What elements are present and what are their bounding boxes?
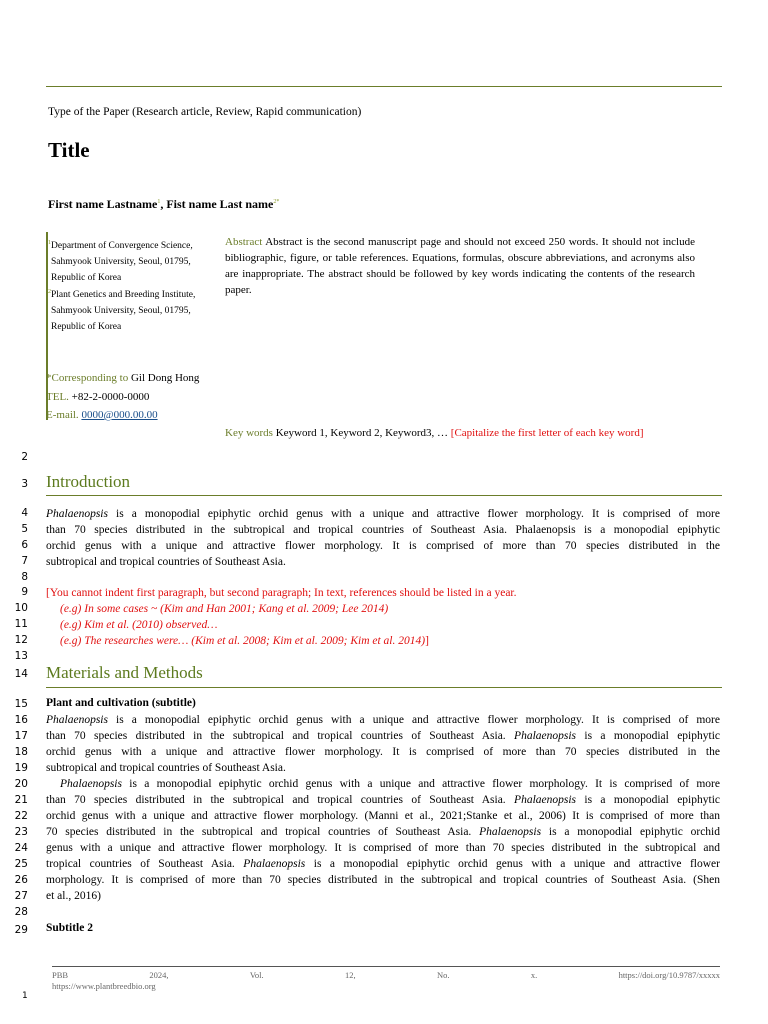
methods-line-21 — [46, 792, 720, 808]
line-number: 27 — [14, 890, 28, 902]
line-number: 22 — [14, 810, 28, 822]
genus-name: Phalaenopsis — [514, 730, 577, 742]
line-number: 25 — [14, 858, 28, 870]
line-number: 8 — [21, 571, 28, 583]
author-1: First name Lastname — [48, 197, 158, 211]
methods-text: tropical countries of Southeast Asia. — [46, 858, 244, 870]
footer-no: x. — [530, 970, 538, 980]
footer-vol-label: Vol. — [249, 970, 264, 980]
header-rule — [46, 86, 722, 87]
genus-name: Phalaenopsis — [46, 714, 108, 726]
abstract-text: Abstract is the second manuscript page and should not exceed 250 words. It should not include bibliographic, figure, or table references. Equations, formulas, obscure abbreviations, and acronyms also are inappropriate. The abstract should be followed by key words indicating the contents of the research paper. — [225, 236, 695, 296]
methods-text: is a monopodial epiphytic orchid genus with a unique and attractive flower morphology. It is comprised of more — [107, 714, 720, 726]
methods-line-19: subtropical and tropical countries of Southeast Asia. — [46, 762, 286, 774]
line-number: 6 — [21, 539, 28, 551]
genus-name: Phalaenopsis — [243, 858, 306, 870]
footer-vol: 12, — [345, 970, 356, 980]
instruction-example — [60, 633, 429, 649]
affil-2-line-2: Sahmyook University, Seoul, 01795, — [51, 306, 191, 317]
intro-line-6: orchid genus with a unique and attractive flower morphology. It is comprised of more than 70 species distributed in the — [46, 540, 720, 552]
corresponding-author — [46, 369, 199, 387]
affil-1-line-1: Department of Convergence Science, — [51, 241, 193, 252]
footer-year: 2024, — [149, 970, 169, 980]
footer-doi[interactable]: https://doi.org/10.9787/xxxxx — [618, 970, 720, 980]
section-heading-methods: Materials and Methods — [46, 663, 203, 682]
line-number: 21 — [14, 794, 28, 806]
genus-name: Phalaenopsis — [479, 826, 542, 838]
methods-line-24: genus with a unique and attractive flower morphology. It is comprised of more than 70 species distributed in the subtropical and — [46, 842, 720, 854]
line-number: 11 — [14, 618, 28, 630]
intro-line-5: than 70 species distributed in the subtropical and tropical countries of Southeast Asia. Phalaenopsis is a monopodial epiphytic — [46, 524, 720, 536]
line-number: 26 — [14, 874, 28, 886]
methods-line-22: orchid genus with a unique and attractive flower morphology. (Manni et al., 2021;Stanke et al., 2006) It is comprised of more than — [46, 810, 720, 822]
methods-line-18: orchid genus with a unique and attractive flower morphology. It is comprised of more than 70 species distributed in the — [46, 746, 720, 758]
affil-2-line-1: Plant Genetics and Breeding Institute, — [51, 290, 196, 301]
line-number: 18 — [14, 746, 28, 758]
author-1-sup: 1 — [157, 199, 161, 205]
keywords-note: [Capitalize the first letter of each key word] — [450, 427, 644, 439]
footer-rule — [52, 966, 720, 967]
line-number: 7 — [21, 555, 28, 567]
line-number: 15 — [14, 698, 28, 710]
page-title: Title — [48, 138, 90, 162]
genus-name: Phalaenopsis — [46, 508, 108, 520]
keywords-text: Keyword 1, Keyword 2, Keyword3, … — [272, 427, 451, 439]
line-number: 13 — [14, 650, 28, 662]
line-number: 19 — [14, 762, 28, 774]
methods-text: is a monopodial epiphytic — [576, 730, 720, 742]
author-2-sup: 2* — [273, 199, 280, 205]
corresponding-name: Gil Dong Hong — [128, 372, 200, 384]
example-text: (e.g) Kim et al. (2010) observed… — [60, 619, 218, 631]
intro-text: is a monopodial epiphytic orchid genus with a unique and attractive flower morphology. It is comprised of more — [107, 508, 720, 520]
line-number: 9 — [21, 586, 28, 598]
line-number: 23 — [14, 826, 28, 838]
line-number: 14 — [14, 668, 28, 680]
authors — [48, 197, 279, 212]
author-2: , Fist name Last name — [160, 197, 274, 211]
methods-line-17 — [46, 728, 720, 744]
methods-line-26: morphology. It is comprised of more than 70 species distributed in the subtropical and tropical countries of Southeast Asia. (Shen — [46, 874, 720, 886]
subtitle-1: Plant and cultivation (subtitle) — [46, 697, 196, 709]
line-number: 20 — [14, 778, 28, 790]
line-number: 28 — [14, 906, 28, 918]
email-link[interactable]: 0000@000.00.00 — [81, 409, 158, 421]
methods-line-25 — [46, 856, 720, 872]
telephone — [46, 388, 149, 406]
footer-url[interactable]: https://www.plantbreedbio.org — [52, 981, 156, 991]
line-number: 24 — [14, 842, 28, 854]
affil-2-sup: 2 — [48, 289, 51, 295]
methods-text: is a monopodial epiphytic orchid genus with a unique and attractive flower morphology. It is comprised of more — [121, 778, 720, 790]
bracket-end: ] — [425, 635, 429, 647]
methods-line-16 — [46, 712, 720, 728]
corresponding-label: *Corresponding to — [46, 372, 129, 384]
example-text: (e.g) The researches were… (Kim et al. 2008; Kim et al. 2009; Kim et al. 2014) — [60, 635, 426, 647]
affiliation-2 — [48, 284, 216, 335]
instruction-example — [60, 601, 388, 617]
affil-1-line-3: Republic of Korea — [51, 273, 122, 284]
line-number: 10 — [14, 602, 28, 614]
subtitle-2: Subtitle 2 — [46, 922, 93, 934]
section-rule — [46, 495, 722, 496]
line-number: 12 — [14, 634, 28, 646]
footer-journal: PBB — [52, 970, 69, 980]
line-number: 4 — [21, 507, 28, 519]
keywords — [225, 427, 644, 439]
methods-line-23 — [46, 824, 720, 840]
methods-text: is a monopodial epiphytic orchid genus with a unique and attractive flower — [305, 858, 720, 870]
methods-text: than 70 species distributed in the subtropical and tropical countries of Southeast Asia. — [46, 730, 515, 742]
affil-1-line-2: Sahmyook University, Seoul, 01795, — [51, 257, 191, 268]
abstract — [225, 234, 695, 298]
methods-line-20 — [46, 776, 720, 792]
affil-2-line-3: Republic of Korea — [51, 322, 122, 333]
genus-name: Phalaenopsis — [514, 794, 577, 806]
line-number: 16 — [14, 714, 28, 726]
line-number: 3 — [21, 478, 28, 490]
page-number: 1 — [22, 991, 28, 1001]
footer-citation — [52, 970, 720, 980]
methods-text: is a monopodial epiphytic — [576, 794, 720, 806]
section-heading-introduction: Introduction — [46, 472, 131, 491]
email — [46, 406, 158, 424]
footer-no-label: No. — [436, 970, 450, 980]
intro-line-7: subtropical and tropical countries of Southeast Asia. — [46, 556, 286, 568]
instruction-example — [60, 617, 217, 633]
affiliation-1 — [48, 235, 216, 286]
intro-line-4 — [46, 506, 720, 522]
tel-label: TEL. — [46, 391, 69, 403]
instruction-note: [You cannot indent first paragraph, but second paragraph; In text, references should be listed in a year. — [46, 587, 517, 599]
genus-name: Phalaenopsis — [60, 778, 122, 790]
example-text: (e.g) In some cases ~ (Kim and Han 2001; Kang et al. 2009; Lee 2014) — [60, 603, 389, 615]
methods-text: than 70 species distributed in the subtropical and tropical countries of Southeast Asia. — [46, 794, 515, 806]
abstract-label: Abstract — [225, 236, 263, 248]
keywords-label: Key words — [225, 427, 273, 439]
affil-1-sup: 1 — [48, 240, 51, 246]
tel-value: +82-2-0000-0000 — [68, 391, 150, 403]
methods-text: is a monopodial epiphytic orchid — [541, 826, 720, 838]
paper-type: Type of the Paper (Research article, Review, Rapid communication) — [48, 106, 362, 118]
section-rule — [46, 687, 722, 688]
line-number: 5 — [21, 523, 28, 535]
line-number: 2 — [21, 451, 28, 463]
methods-line-27: et al., 2016) — [46, 890, 101, 902]
line-number: 17 — [14, 730, 28, 742]
email-label: E-mail. — [46, 409, 79, 421]
methods-text: 70 species distributed in the subtropical and tropical countries of Southeast Asia. — [46, 826, 480, 838]
line-number: 29 — [14, 924, 28, 936]
